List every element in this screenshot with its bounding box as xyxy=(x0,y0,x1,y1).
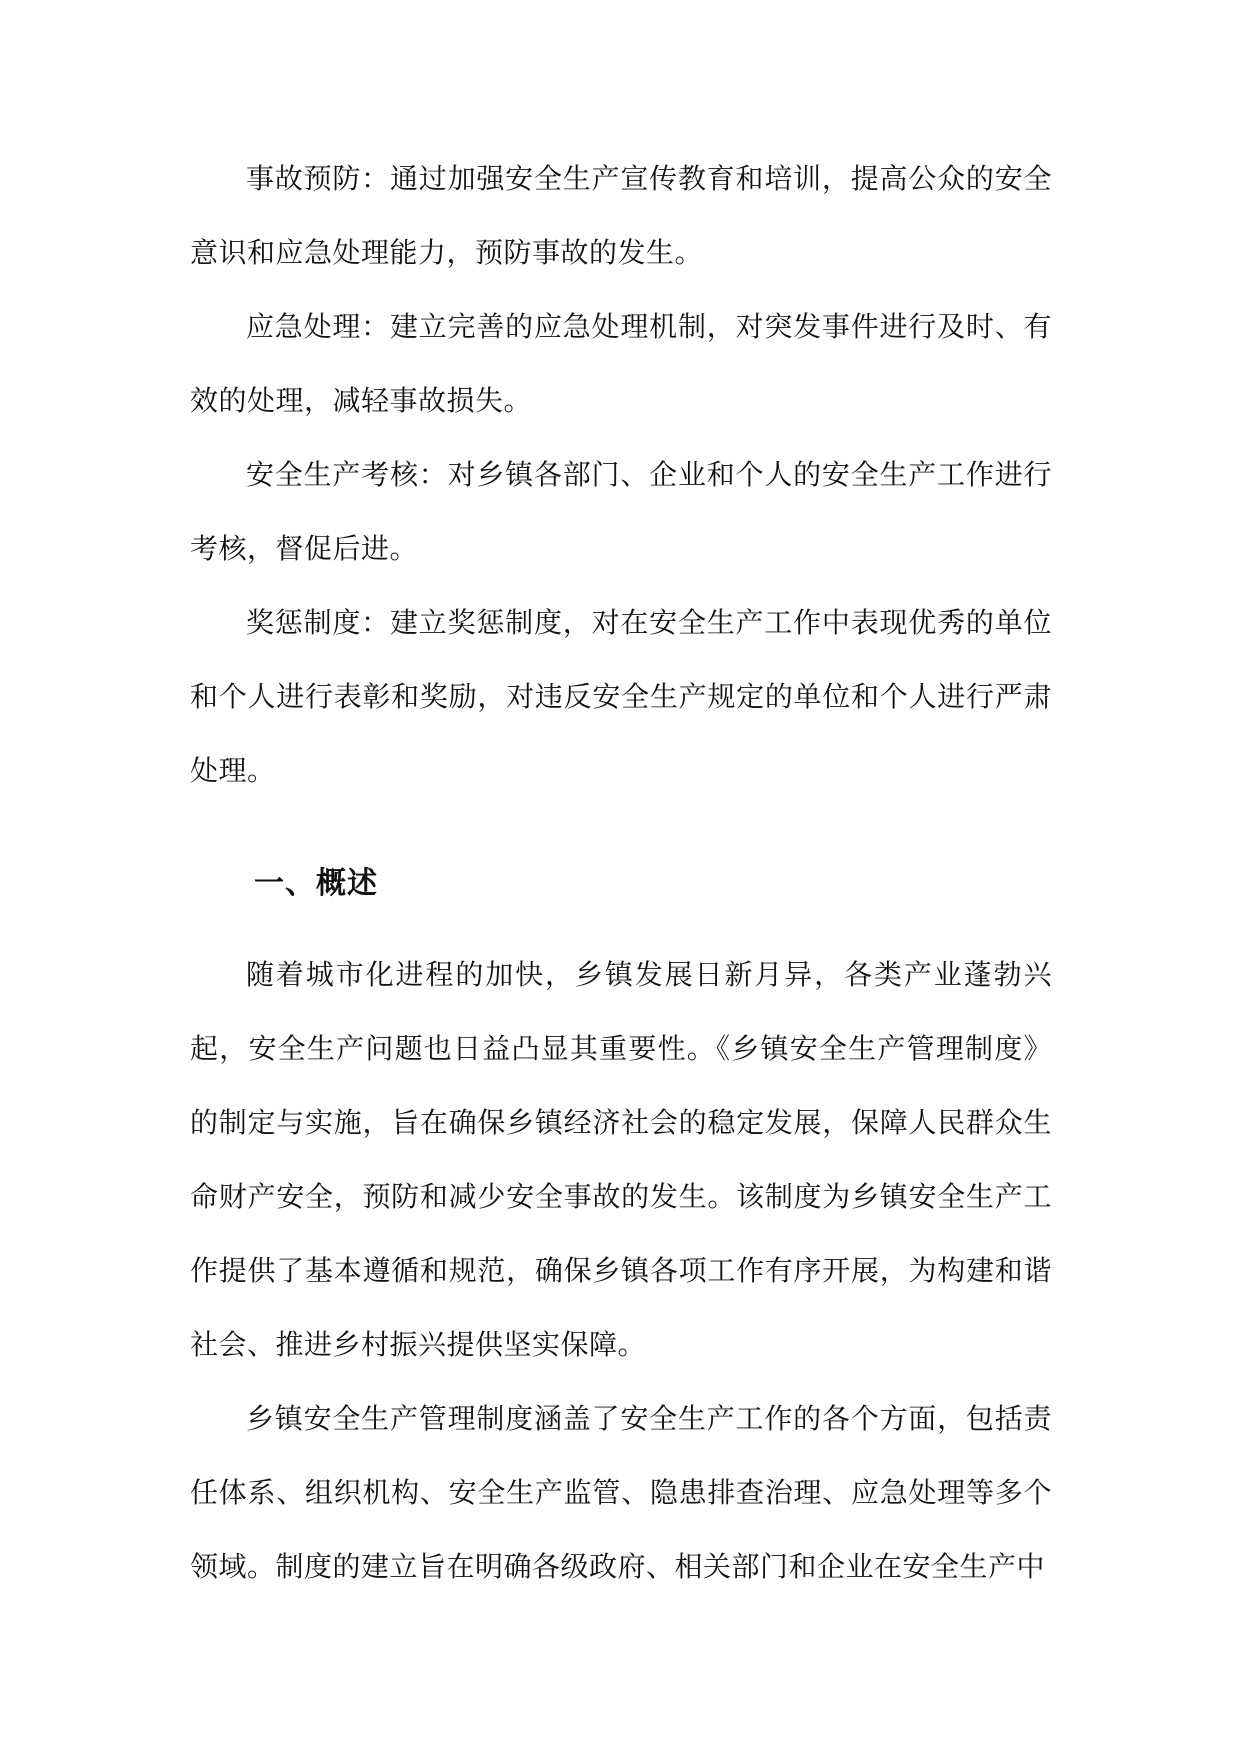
paragraph-accident-prevention: 事故预防：通过加强安全生产宣传教育和培训，提高公众的安全意识和应急处理能力，预防事故的发生。 xyxy=(190,162,1052,269)
paragraph-safety-assessment: 安全生产考核：对乡镇各部门、企业和个人的安全生产工作进行考核，督促后进。 xyxy=(190,458,1052,565)
paragraph-overview-scope: 乡镇安全生产管理制度涵盖了安全生产工作的各个方面，包括责任体系、组织机构、安全生产监管、隐患排查治理、应急处理等多个领域。制度的建立旨在明确各级政府、相关部门和企业在安全生产中 xyxy=(190,1402,1052,1583)
paragraph-emergency-handling: 应急处理：建立完善的应急处理机制，对突发事件进行及时、有效的处理，减轻事故损失。 xyxy=(190,310,1052,417)
section-heading-overview: 一、概述 xyxy=(254,866,378,901)
document-body xyxy=(190,142,1052,1604)
paragraph-overview-intro: 随着城市化进程的加快，乡镇发展日新月异，各类产业蓬勃兴起，安全生产问题也日益凸显其重要性。《乡镇安全生产管理制度》的制定与实施，旨在确保乡镇经济社会的稳定发展，保障人民群众生命财产安全，预防和减少安全事故的发生。该制度为乡镇安全生产工作提供了基本遵循和规范，确保乡镇各项工作有序开展，为构建和谐社会、推进乡村振兴提供坚实保障。 xyxy=(190,958,1052,1361)
paragraph-reward-punishment: 奖惩制度：建立奖惩制度，对在安全生产工作中表现优秀的单位和个人进行表彰和奖励，对违反安全生产规定的单位和个人进行严肃处理。 xyxy=(190,606,1052,787)
